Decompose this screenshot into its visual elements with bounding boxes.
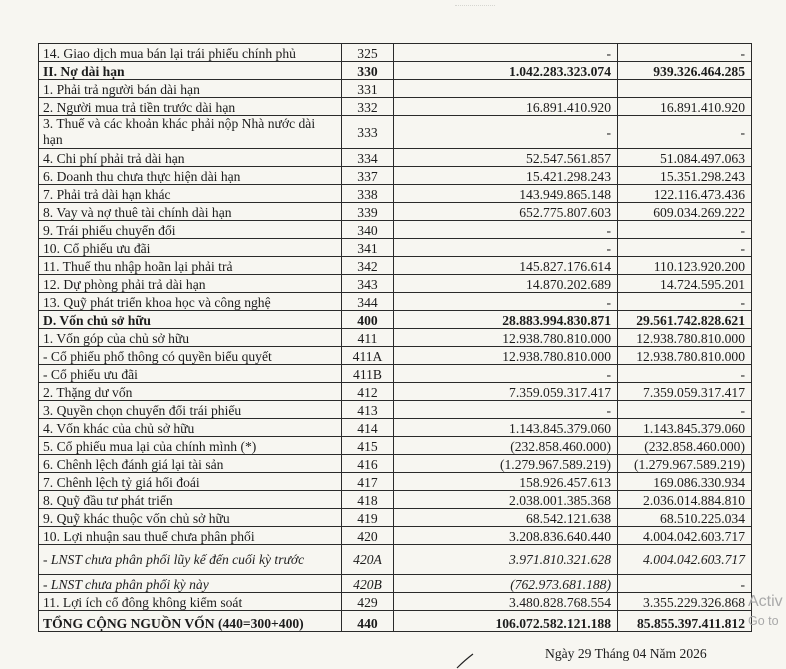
end-of-period-cell: 3.971.810.321.628 <box>394 545 618 575</box>
item-name-cell: 8. Quỹ đầu tư phát triển <box>39 491 342 509</box>
end-of-period-cell: - <box>394 116 618 149</box>
item-name-cell: - LNST chưa phân phối lũy kế đến cuối kỳ trước <box>39 545 342 575</box>
table-row <box>39 149 752 167</box>
table-row <box>39 311 752 329</box>
item-code-cell: 341 <box>342 239 394 257</box>
table-row <box>39 401 752 419</box>
end-of-period-cell: - <box>394 401 618 419</box>
table-row <box>39 437 752 455</box>
item-code-cell: 340 <box>342 221 394 239</box>
item-code-cell: 429 <box>342 593 394 611</box>
item-code-cell: 400 <box>342 311 394 329</box>
item-name-cell: 10. Lợi nhuận sau thuế chưa phân phối <box>39 527 342 545</box>
item-code-cell: 411 <box>342 329 394 347</box>
table-row <box>39 44 752 62</box>
item-code-cell: 414 <box>342 419 394 437</box>
table-row <box>39 527 752 545</box>
table-row <box>39 167 752 185</box>
beginning-of-year-cell: - <box>618 575 752 593</box>
table-row <box>39 611 752 632</box>
item-code-cell: 411B <box>342 365 394 383</box>
item-name-cell: 7. Phải trả dài hạn khác <box>39 185 342 203</box>
beginning-of-year-cell: 68.510.225.034 <box>618 509 752 527</box>
end-of-period-cell: 652.775.807.603 <box>394 203 618 221</box>
item-name-cell: 11. Lợi ích cổ đông không kiểm soát <box>39 593 342 611</box>
table-row <box>39 329 752 347</box>
item-code-cell: 419 <box>342 509 394 527</box>
item-code-cell: 333 <box>342 116 394 149</box>
table-row <box>39 257 752 275</box>
item-name-cell: TỔNG CỘNG NGUỒN VỐN (440=300+400) <box>39 611 342 632</box>
table-row <box>39 185 752 203</box>
beginning-of-year-cell: 12.938.780.810.000 <box>618 347 752 365</box>
item-name-cell: 11. Thuế thu nhập hoãn lại phải trả <box>39 257 342 275</box>
item-name-cell: 3. Quyền chọn chuyển đổi trái phiếu <box>39 401 342 419</box>
item-code-cell: 440 <box>342 611 394 632</box>
beginning-of-year-cell: (232.858.460.000) <box>618 437 752 455</box>
item-code-cell: 325 <box>342 44 394 62</box>
table-row <box>39 221 752 239</box>
beginning-of-year-cell: 51.084.497.063 <box>618 149 752 167</box>
item-code-cell: 420A <box>342 545 394 575</box>
item-name-cell: 5. Cổ phiếu mua lại của chính mình (*) <box>39 437 342 455</box>
item-code-cell: 416 <box>342 455 394 473</box>
table-row <box>39 239 752 257</box>
end-of-period-cell: 3.480.828.768.554 <box>394 593 618 611</box>
item-name-cell: D. Vốn chủ sở hữu <box>39 311 342 329</box>
end-of-period-cell: - <box>394 221 618 239</box>
item-code-cell: 337 <box>342 167 394 185</box>
item-name-cell: - Cổ phiếu phổ thông có quyền biểu quyết <box>39 347 342 365</box>
item-code-cell: 338 <box>342 185 394 203</box>
item-name-cell: 3. Thuế và các khoản khác phải nộp Nhà nước dài hạn <box>39 116 342 149</box>
beginning-of-year-cell: 4.004.042.603.717 <box>618 545 752 575</box>
item-name-cell: 8. Vay và nợ thuê tài chính dài hạn <box>39 203 342 221</box>
item-code-cell: 331 <box>342 80 394 98</box>
item-name-cell: 2. Người mua trả tiền trước dài hạn <box>39 98 342 116</box>
end-of-period-cell: 158.926.457.613 <box>394 473 618 491</box>
end-of-period-cell: 28.883.994.830.871 <box>394 311 618 329</box>
end-of-period-cell: - <box>394 293 618 311</box>
item-name-cell: 2. Thặng dư vốn <box>39 383 342 401</box>
item-name-cell: 7. Chênh lệch tỷ giá hối đoái <box>39 473 342 491</box>
table-row <box>39 509 752 527</box>
beginning-of-year-cell: 15.351.298.243 <box>618 167 752 185</box>
beginning-of-year-cell: 2.036.014.884.810 <box>618 491 752 509</box>
beginning-of-year-cell: - <box>618 239 752 257</box>
item-code-cell: 342 <box>342 257 394 275</box>
end-of-period-cell: 7.359.059.317.417 <box>394 383 618 401</box>
table-row <box>39 575 752 593</box>
end-of-period-cell: 15.421.298.243 <box>394 167 618 185</box>
end-of-period-cell: 3.208.836.640.440 <box>394 527 618 545</box>
beginning-of-year-cell: - <box>618 44 752 62</box>
item-name-cell: 9. Trái phiếu chuyển đổi <box>39 221 342 239</box>
item-code-cell: 343 <box>342 275 394 293</box>
table-row <box>39 383 752 401</box>
beginning-of-year-cell: - <box>618 293 752 311</box>
end-of-period-cell <box>394 80 618 98</box>
item-name-cell: 6. Chênh lệch đánh giá lại tài sản <box>39 455 342 473</box>
table-row <box>39 116 752 149</box>
item-name-cell: 6. Doanh thu chưa thực hiện dài hạn <box>39 167 342 185</box>
end-of-period-cell: 143.949.865.148 <box>394 185 618 203</box>
end-of-period-cell: 68.542.121.638 <box>394 509 618 527</box>
item-code-cell: 415 <box>342 437 394 455</box>
table-row <box>39 419 752 437</box>
table-row <box>39 203 752 221</box>
item-name-cell: 1. Phải trả người bán dài hạn <box>39 80 342 98</box>
item-code-cell: 332 <box>342 98 394 116</box>
beginning-of-year-cell: 169.086.330.934 <box>618 473 752 491</box>
table-row <box>39 62 752 80</box>
beginning-of-year-cell: (1.279.967.589.219) <box>618 455 752 473</box>
table-row <box>39 473 752 491</box>
end-of-period-cell: 12.938.780.810.000 <box>394 347 618 365</box>
beginning-of-year-cell: 85.855.397.411.812 <box>618 611 752 632</box>
end-of-period-cell: 14.870.202.689 <box>394 275 618 293</box>
item-code-cell: 344 <box>342 293 394 311</box>
item-name-cell: - LNST chưa phân phối kỳ này <box>39 575 342 593</box>
item-code-cell: 330 <box>342 62 394 80</box>
beginning-of-year-cell: 110.123.920.200 <box>618 257 752 275</box>
beginning-of-year-cell: - <box>618 116 752 149</box>
end-of-period-cell: - <box>394 239 618 257</box>
item-name-cell: 12. Dự phòng phải trả dài hạn <box>39 275 342 293</box>
item-name-cell: 1. Vốn góp của chủ sở hữu <box>39 329 342 347</box>
beginning-of-year-cell: 122.116.473.436 <box>618 185 752 203</box>
table-row <box>39 98 752 116</box>
end-of-period-cell: 2.038.001.385.368 <box>394 491 618 509</box>
table-row <box>39 593 752 611</box>
table-row <box>39 275 752 293</box>
item-name-cell: 14. Giao dịch mua bán lại trái phiếu chính phủ <box>39 44 342 62</box>
table-row <box>39 293 752 311</box>
end-of-period-cell: (762.973.681.188) <box>394 575 618 593</box>
item-code-cell: 420B <box>342 575 394 593</box>
beginning-of-year-cell: 14.724.595.201 <box>618 275 752 293</box>
end-of-period-cell: 1.143.845.379.060 <box>394 419 618 437</box>
item-name-cell: II. Nợ dài hạn <box>39 62 342 80</box>
item-name-cell: - Cổ phiếu ưu đãi <box>39 365 342 383</box>
end-of-period-cell: 145.827.176.614 <box>394 257 618 275</box>
end-of-period-cell: 106.072.582.121.188 <box>394 611 618 632</box>
table-row <box>39 545 752 575</box>
signature-stroke <box>455 652 485 669</box>
table-row <box>39 347 752 365</box>
item-code-cell: 418 <box>342 491 394 509</box>
item-name-cell: 13. Quỹ phát triển khoa học và công nghệ <box>39 293 342 311</box>
beginning-of-year-cell: - <box>618 401 752 419</box>
beginning-of-year-cell: 29.561.742.828.621 <box>618 311 752 329</box>
end-of-period-cell: 1.042.283.323.074 <box>394 62 618 80</box>
beginning-of-year-cell: 7.359.059.317.417 <box>618 383 752 401</box>
beginning-of-year-cell: - <box>618 365 752 383</box>
item-code-cell: 413 <box>342 401 394 419</box>
balance-sheet-table <box>38 43 752 632</box>
end-of-period-cell: (232.858.460.000) <box>394 437 618 455</box>
table-row <box>39 455 752 473</box>
table-row <box>39 365 752 383</box>
balance-sheet-body <box>39 44 752 632</box>
table-row <box>39 80 752 98</box>
watermark-line-2: Go to <box>748 614 779 628</box>
end-of-period-cell: - <box>394 44 618 62</box>
end-of-period-cell: 12.938.780.810.000 <box>394 329 618 347</box>
beginning-of-year-cell: 609.034.269.222 <box>618 203 752 221</box>
activate-windows-watermark <box>748 591 783 629</box>
page-top-mark <box>455 5 495 18</box>
beginning-of-year-cell: 12.938.780.810.000 <box>618 329 752 347</box>
end-of-period-cell: 52.547.561.857 <box>394 149 618 167</box>
report-date: Ngày 29 Tháng 04 Năm 2026 <box>545 646 707 661</box>
item-name-cell: 4. Vốn khác của chủ sở hữu <box>39 419 342 437</box>
end-of-period-cell: - <box>394 365 618 383</box>
beginning-of-year-cell: - <box>618 221 752 239</box>
end-of-period-cell: (1.279.967.589.219) <box>394 455 618 473</box>
end-of-period-cell: 16.891.410.920 <box>394 98 618 116</box>
item-code-cell: 339 <box>342 203 394 221</box>
beginning-of-year-cell: 4.004.042.603.717 <box>618 527 752 545</box>
beginning-of-year-cell: 3.355.229.326.868 <box>618 593 752 611</box>
beginning-of-year-cell <box>618 80 752 98</box>
item-code-cell: 412 <box>342 383 394 401</box>
item-code-cell: 417 <box>342 473 394 491</box>
beginning-of-year-cell: 16.891.410.920 <box>618 98 752 116</box>
item-code-cell: 334 <box>342 149 394 167</box>
table-row <box>39 491 752 509</box>
item-name-cell: 4. Chi phí phải trả dài hạn <box>39 149 342 167</box>
item-code-cell: 411A <box>342 347 394 365</box>
watermark-line-1: Activ <box>748 593 783 610</box>
item-name-cell: 10. Cổ phiếu ưu đãi <box>39 239 342 257</box>
beginning-of-year-cell: 1.143.845.379.060 <box>618 419 752 437</box>
beginning-of-year-cell: 939.326.464.285 <box>618 62 752 80</box>
item-name-cell: 9. Quỹ khác thuộc vốn chủ sở hữu <box>39 509 342 527</box>
item-code-cell: 420 <box>342 527 394 545</box>
